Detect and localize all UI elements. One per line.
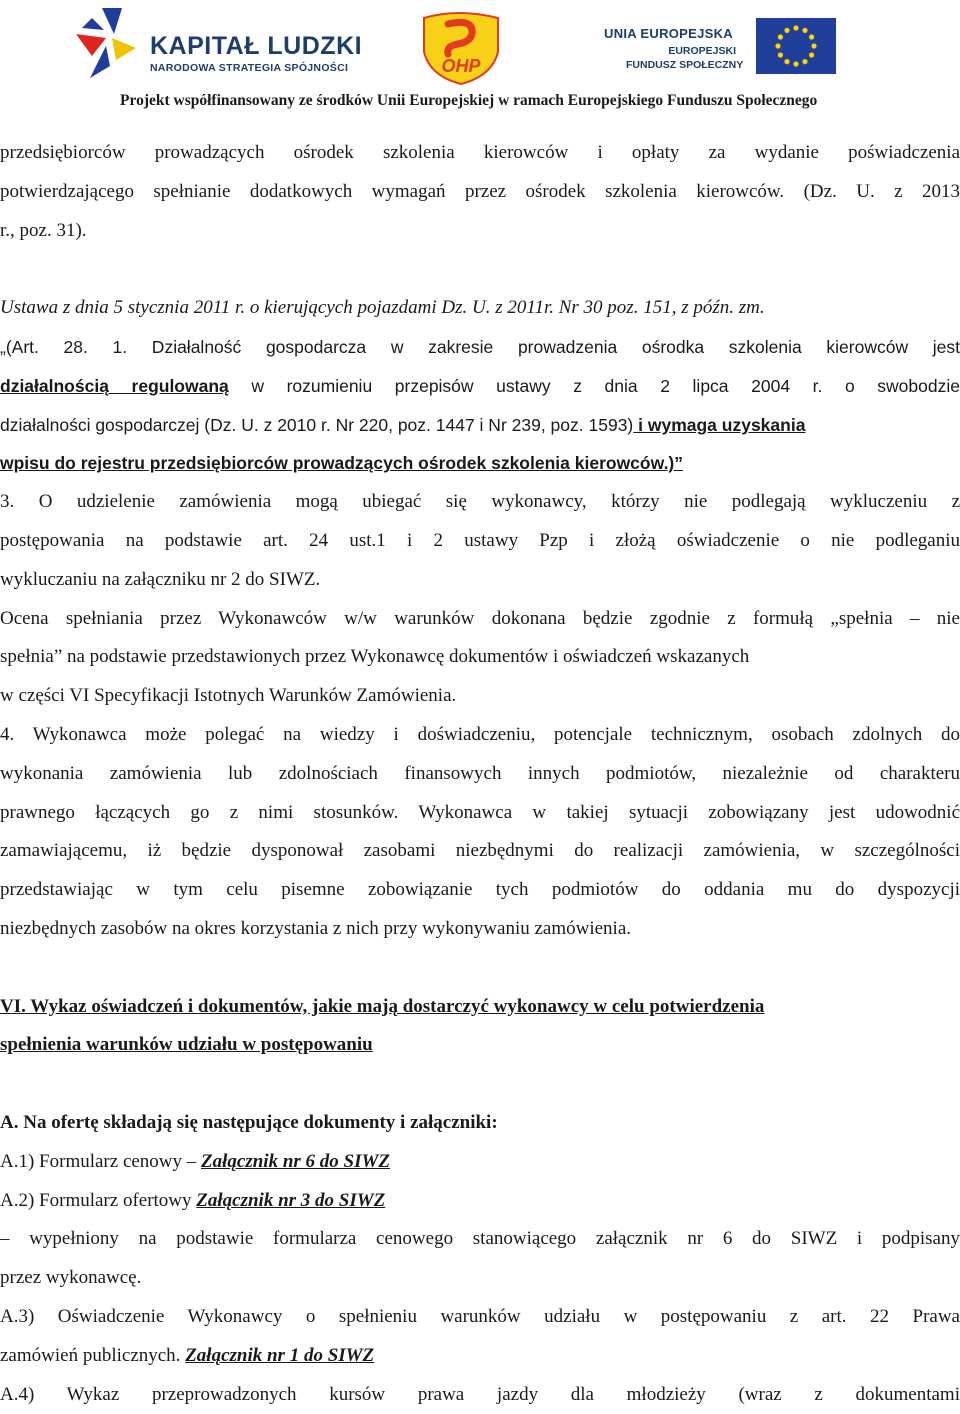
text-line <box>0 1337 960 1376</box>
eu-fund-line-2: FUNDUSZ SPOŁECZNY <box>626 58 736 72</box>
eu-fund-logo <box>584 14 844 84</box>
text-line: „(Art. 28. 1. Działalność gospodarcza w zakresie prowadzenia ośrodka szkolenia kierowców jest <box>0 328 960 367</box>
text-line: w części VI Specyfikacji Istotnych Warunków Zamówienia. <box>0 677 960 716</box>
list-item: A.4) Wykaz przeprowadzonych kursów prawa jazdy dla młodzieży (wraz z dokumentami <box>0 1376 960 1414</box>
text-line: przedsiębiorców prowadzących ośrodek szkolenia kierowców i opłaty za wydanie poświadczenia <box>0 134 960 173</box>
list-item <box>0 1182 960 1221</box>
text-line: prawnego łączących go z nimi stosunków. Wykonawca w takiej sytuacji zobowiązany jest udowodnić <box>0 794 960 833</box>
text-span: A.2) Formularz ofertowy <box>0 1190 196 1211</box>
text-line <box>0 406 960 445</box>
text-line: potwierdzającego spełnianie dodatkowych wymagań przez ośrodek szkolenia kierowców. (Dz. U. z 2013 <box>0 173 960 212</box>
text-line: 4. Wykonawca może polegać na wiedzy i doświadczeniu, potencjale technicznym, osobach zdolnych do <box>0 716 960 755</box>
regulated-activity-term: działalnością regulowaną <box>0 376 229 396</box>
text-line: Ocena spełniania przez Wykonawców w/w warunków dokonana będzie zgodnie z formułą „spełnia – nie <box>0 600 960 639</box>
text-line: spełnia” na podstawie przedstawionych przez Wykonawcę dokumentów i oświadczeń wskazanych <box>0 638 960 677</box>
attachment-reference: Załącznik nr 6 do SIWZ <box>201 1151 390 1172</box>
text-span: działalności gospodarczej (Dz. U. z 2010 r. Nr 220, poz. 1447 i Nr 239, poz. 1593) <box>0 415 633 435</box>
kapital-ludzki-logo <box>72 8 372 78</box>
text-line <box>0 367 960 406</box>
text-span: w rozumieniu przepisów ustawy z dnia 2 lipca 2004 r. o swobodzie <box>229 376 960 396</box>
text-line: przez wykonawcę. <box>0 1259 960 1298</box>
project-cofinancing-note: Projekt współfinansowany ze środków Unii Europejskiej w ramach Europejskiego Funduszu Społecznego <box>120 92 817 110</box>
text-line: niezbędnych zasobów na okres korzystania z nich przy wykonywaniu zamówienia. <box>0 910 960 949</box>
document-body <box>0 134 960 1414</box>
page-header <box>0 0 960 115</box>
text-span: zamówień publicznych. <box>0 1345 185 1366</box>
text-line: zamawiającemu, iż będzie dysponował zasobami niezbędnymi do realizacji zamówienia, w szczególności <box>0 832 960 871</box>
kapital-ludzki-emblem-icon <box>72 8 142 78</box>
kl-title: KAPITAŁ LUDZKI <box>150 32 362 61</box>
text-line: przedstawiając w tym celu pisemne zobowiązanie tych podmiotów do oddania mu do dyspozycji <box>0 871 960 910</box>
attachment-reference: Załącznik nr 3 do SIWZ <box>196 1190 385 1211</box>
eu-fund-line-1: EUROPEJSKI <box>626 44 736 58</box>
list-item <box>0 1143 960 1182</box>
subsection-heading: A. Na ofertę składają się następujące dokumenty i załączniki: <box>0 1104 960 1143</box>
attachment-reference: Załącznik nr 1 do SIWZ <box>185 1345 374 1366</box>
text-line: r., poz. 31). <box>0 212 960 251</box>
section-heading: spełnienia warunków udziału w postępowaniu <box>0 1026 960 1065</box>
text-span: A.1) Formularz cenowy – <box>0 1151 201 1172</box>
ohp-label: OHP <box>441 56 481 76</box>
text-line: wykluczaniu na załączniku nr 2 do SIWZ. <box>0 561 960 600</box>
eu-title: UNIA EUROPEJSKA <box>604 26 733 41</box>
list-item: A.3) Oświadczenie Wykonawcy o spełnieniu warunków udziału w postępowaniu z art. 22 Prawa <box>0 1298 960 1337</box>
requirement-emphasis: i wymaga uzyskania <box>633 415 805 435</box>
text-line: postępowania na podstawie art. 24 ust.1 i 2 ustawy Pzp i złożą oświadczenie o nie podleganiu <box>0 522 960 561</box>
text-line: wykonania zamówienia lub zdolnościach finansowych innych podmiotów, niezależnie od charakteru <box>0 755 960 794</box>
ohp-logo <box>418 12 504 86</box>
eu-fund-name <box>626 44 736 72</box>
requirement-emphasis: wpisu do rejestru przedsiębiorców prowadzących ośrodek szkolenia kierowców.)” <box>0 444 960 483</box>
law-citation: Ustawa z dnia 5 stycznia 2011 r. o kierujących pojazdami Dz. U. z 2011r. Nr 30 poz. 151, z późn. zm. <box>0 289 960 328</box>
kl-subtitle: NARODOWA STRATEGIA SPÓJNOŚCI <box>150 62 348 74</box>
section-heading: VI. Wykaz oświadczeń i dokumentów, jakie mają dostarczyć wykonawcy w celu potwierdzenia <box>0 988 960 1027</box>
eu-flag-icon <box>756 18 836 74</box>
text-line: – wypełniony na podstawie formularza cenowego stanowiącego załącznik nr 6 do SIWZ i podpisany <box>0 1220 960 1259</box>
text-line: 3. O udzielenie zamówienia mogą ubiegać się wykonawcy, którzy nie podlegają wykluczeniu z <box>0 483 960 522</box>
ohp-emblem-icon <box>418 12 504 86</box>
